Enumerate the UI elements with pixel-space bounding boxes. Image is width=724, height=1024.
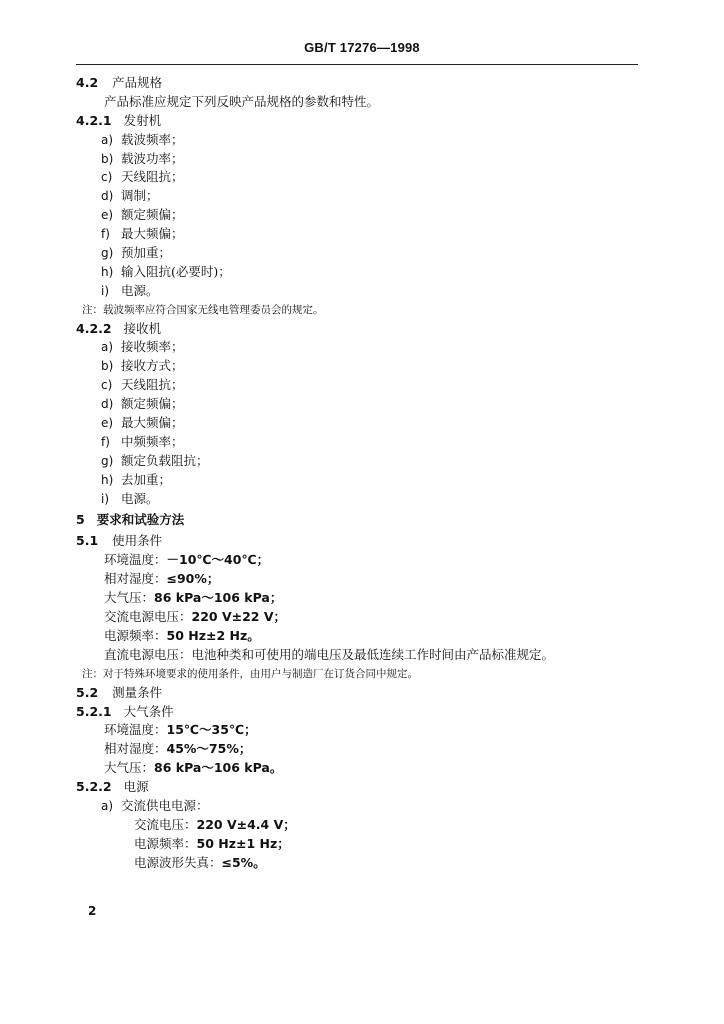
- receiver-list: [76, 338, 638, 508]
- list-item: f) 最大频偏；: [101, 226, 184, 242]
- section-4-2-heading: [76, 74, 638, 93]
- atmospheric-conditions: [76, 721, 638, 778]
- list-item: a) 接收频率；: [101, 339, 184, 355]
- section-title: 使用条件: [112, 533, 163, 549]
- condition-line: 电源频率：50 Hz±2 Hz。: [104, 627, 260, 643]
- section-title: 发射机: [123, 112, 162, 128]
- list-item: g) 预加重；: [101, 245, 172, 261]
- section-5-heading: [76, 508, 638, 532]
- note-special-environment: 注：对于特殊环境要求的使用条件，由用户与制造厂在订货合同中规定。: [82, 667, 418, 680]
- list-item: d) 调制；: [101, 188, 159, 204]
- power-supply-conditions: [76, 816, 638, 873]
- condition-line: 交流电压：220 V±4.4 V；: [134, 816, 296, 832]
- condition-line: 环境温度：－10℃～40℃；: [104, 552, 270, 568]
- condition-line: 环境温度：15℃～35℃；: [104, 722, 257, 738]
- list-item: a) 交流供电电源：: [101, 797, 209, 813]
- page-number: 2: [88, 904, 97, 918]
- condition-line: 大气压：86 kPa～106 kPa。: [104, 760, 283, 776]
- list-item: e) 额定频偏；: [101, 207, 184, 223]
- dc-supply-text: 直流电源电压：电池种类和可使用的端电压及最低连续工作时间由产品标准规定。: [104, 646, 555, 662]
- section-title: 电源: [123, 779, 149, 795]
- condition-line: 交流电源电压：220 V±22 V；: [104, 609, 287, 625]
- section-number: 5.2: [76, 684, 99, 700]
- section-5-2-1-heading: [76, 703, 638, 722]
- section-5-2-2-heading: [76, 778, 638, 797]
- list-item: i) 电源。: [101, 490, 159, 506]
- condition-line: 相对湿度：≤90%；: [104, 571, 220, 587]
- section-number: 4.2.1: [76, 112, 112, 128]
- list-item: f) 中频频率；: [101, 433, 184, 449]
- section-number: 5.2.2: [76, 779, 112, 795]
- section-title: 要求和试验方法: [96, 512, 185, 528]
- document-header: GB/T 17276—1998: [304, 40, 420, 55]
- list-item: i) 电源。: [101, 282, 159, 298]
- list-item: h) 输入阻抗(必要时)；: [101, 263, 231, 279]
- section-number: 5.1: [76, 533, 99, 549]
- section-number: 5: [76, 512, 85, 528]
- section-4-2-1-heading: [76, 112, 638, 131]
- section-title: 产品规格: [112, 75, 163, 90]
- list-item: b) 接收方式；: [101, 358, 184, 374]
- section-title: 大气条件: [123, 703, 174, 719]
- section-title: 测量条件: [112, 684, 163, 700]
- header-rule: [76, 64, 638, 65]
- list-item: e) 最大频偏；: [101, 415, 184, 431]
- condition-line: 电源频率：50 Hz±1 Hz；: [134, 835, 290, 851]
- list-item: a) 载波频率；: [101, 131, 184, 147]
- section-5-2-heading: [76, 684, 638, 703]
- section-title: 接收机: [123, 320, 162, 336]
- section-number: 5.2.1: [76, 703, 112, 719]
- section-5-1-heading: [76, 532, 638, 551]
- list-item: d) 额定频偏；: [101, 396, 184, 412]
- section-4-2-2-heading: [76, 320, 638, 339]
- condition-line: 电源波形失真：≤5%。: [134, 854, 266, 870]
- section-4-2-body: 产品标准应规定下列反映产品规格的参数和特性。: [104, 93, 380, 109]
- condition-line: 大气压：86 kPa～106 kPa；: [104, 590, 283, 606]
- list-item: g) 额定负载阻抗；: [101, 452, 209, 468]
- transmitter-list: [76, 131, 638, 301]
- list-item: b) 载波功率；: [101, 150, 184, 166]
- list-item: h) 去加重；: [101, 471, 172, 487]
- list-item: c) 天线阻抗；: [101, 377, 184, 393]
- note-carrier-frequency: 注：载波频率应符合国家无线电管理委员会的规定。: [82, 303, 324, 316]
- condition-line: 相对湿度：45%～75%；: [104, 741, 252, 757]
- page-content: [76, 74, 638, 873]
- section-number: 4.2: [76, 75, 99, 90]
- list-item: c) 天线阻抗；: [101, 169, 184, 185]
- usage-conditions: [76, 551, 638, 645]
- section-number: 4.2.2: [76, 320, 112, 336]
